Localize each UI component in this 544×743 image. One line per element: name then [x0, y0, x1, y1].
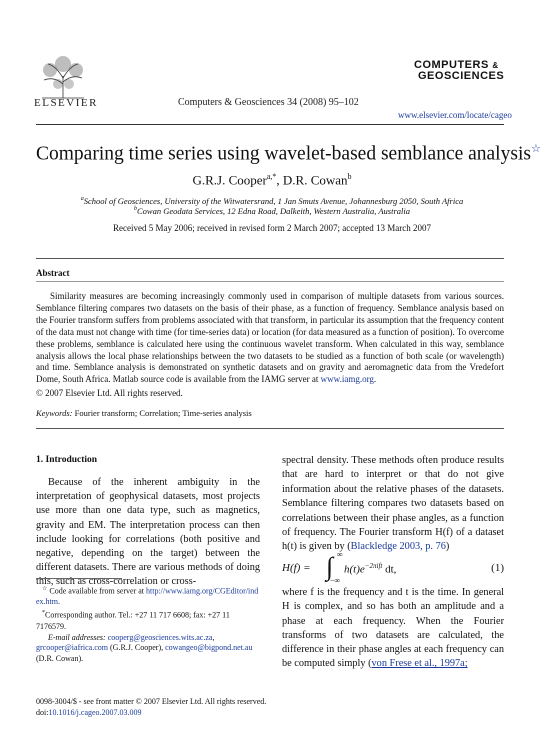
- doi-prefix: doi:: [36, 708, 49, 717]
- article-title-text: Comparing time series using wavelet-based semblance analysis: [36, 143, 531, 165]
- journal-logo-amp: &: [492, 61, 499, 70]
- email-2-link[interactable]: grcooper@iafrica.com: [36, 643, 108, 653]
- footnote-code-link[interactable]: http://www.iamg.org/CGEditor/index.htm: [36, 586, 259, 607]
- journal-logo-line2: GEOSCIENCES: [418, 70, 505, 82]
- abstract-copyright: © 2007 Elsevier Ltd. All rights reserved.: [36, 388, 183, 398]
- article-title: [36, 142, 541, 166]
- footnote-emails: [36, 633, 260, 665]
- intro-right-text-1-end: ): [445, 541, 450, 553]
- keywords-text: Fourier transform; Correlation; Time-series analysis: [72, 408, 252, 418]
- equation-1: [282, 550, 504, 585]
- footnote-code: [36, 584, 260, 608]
- journal-citation: Computers & Geosciences 34 (2008) 95–102: [178, 97, 359, 108]
- integral-sign: ∫: [326, 552, 334, 581]
- publisher-name: ELSEVIER: [34, 97, 98, 109]
- footnote-corresponding-mark: *: [42, 610, 45, 617]
- author-separator: ,: [276, 172, 283, 188]
- affiliation-a-text: School of Geosciences, University of the Witwatersrand, 1 Jan Smuts Avenue, Johannesburg 2050, South Africa: [83, 196, 464, 206]
- abstract-body: [36, 291, 504, 386]
- footer-issn: 0098-3004/$ - see front matter © 2007 Elsevier Ltd. All rights reserved.: [36, 697, 267, 706]
- abstract-heading: Abstract: [36, 268, 70, 278]
- doi-link[interactable]: 10.1016/j.cageo.2007.03.009: [48, 708, 142, 717]
- equation-integrand: [344, 562, 396, 576]
- intro-right-paragraph-1: [282, 454, 504, 555]
- integral-upper-limit: ∞: [337, 550, 343, 559]
- equation-dt: dt,: [382, 563, 397, 576]
- intro-right-paragraph-2: [282, 586, 504, 672]
- abstract-server-link[interactable]: www.iamg.org: [320, 374, 374, 385]
- affiliation-a: [0, 196, 544, 206]
- email-2-note: (G.R.J. Cooper),: [108, 643, 164, 653]
- footnote-code-mark: ☆: [42, 586, 48, 592]
- intro-right-text-1: spectral density. These methods often produce results that are hard to interpret or that do not give information about the relative phases of the datasets. Semblance filtering compares two datasets based on correlations between their phase angles, as a function of frequency. The Fourier transform H(f) of a dataset h(t) is given by (: [282, 455, 504, 553]
- abstract-text: Similarity measures are becoming increasingly commonly used in comparison of multiple datasets from various sources. Semblance filtering compares two datasets on the basis of their phase, as a function of frequency. Semblance analysis based on the Fourier transform suffers from problems associated with that transform, in particular its assumption that the frequency content of the data must not change with time (for time-series data) or location (for data measured as a function of position). To overcome these problems, semblance is calculated here using the continuous wavelet transform. When calculated in this way, semblance analysis allows the local phase relationships between the two datasets to be studied as a function of both scale (or wavelength) and time. Semblance analysis is demonstrated on synthetic datasets and on gravity and aeromagnetic data from the Vredefort Dome, South Africa. Matlab source code is available from the IAMG server at: [36, 291, 504, 385]
- intro-right-text-2: where f is the frequency and t is the time. In general H is complex, and so has both an amplitude and a phase at each frequency. When the Fourier transforms of two datasets are calculated, the difference in their phase angles at each frequency can be computed simply (: [282, 587, 504, 670]
- equation-integrand-base: h(t)e: [344, 563, 365, 576]
- equation-exponent: −2πift: [364, 562, 383, 570]
- author-1-mark[interactable]: a,*: [266, 172, 277, 181]
- affiliation-a-mark: a: [80, 196, 84, 203]
- footnote-code-end: .: [58, 597, 60, 607]
- citation-von-frese[interactable]: von Frese et al., 1997a;: [371, 658, 468, 670]
- header-rule: [36, 124, 504, 125]
- abstract-bottom-rule: [36, 428, 504, 429]
- journal-logo-line1: COMPUTERS: [414, 59, 489, 71]
- footnotes: [36, 584, 260, 665]
- footnote-rule: [36, 578, 122, 579]
- title-footnote-mark[interactable]: ☆: [530, 143, 541, 155]
- abstract-text-end: .: [373, 374, 377, 385]
- footer-doi: [36, 708, 142, 717]
- footnote-code-text: Code available from server at: [47, 586, 147, 596]
- author-2-mark[interactable]: b: [347, 172, 352, 181]
- equation-number: (1): [491, 562, 504, 574]
- email-3-link[interactable]: cowangeo@bigpond.net.au: [165, 643, 253, 653]
- footnote-corresponding: [36, 608, 260, 632]
- intro-left-paragraph: Because of the inherent ambiguity in the interpretation of geophysical datasets, most projects use more than one data type, such as magnetics, gravity and EM. The interpretation process can then include looking for correlations (both positive and negative, depending on the target) between the different datasets. There are various methods of doing this, such as cross-correlation or cross-: [36, 477, 260, 588]
- author-2: D.R. Cowan: [282, 172, 348, 188]
- keywords: [36, 408, 252, 418]
- affiliation-b-text: Cowan Geodata Services, 12 Edna Road, Dalkeith, Western Australia, Australia: [136, 206, 410, 216]
- abstract-heading-rule: [36, 281, 504, 282]
- author-list: [0, 172, 544, 188]
- keywords-label: Keywords:: [36, 408, 73, 418]
- elsevier-logo: [36, 54, 90, 100]
- footnote-corresponding-text: Corresponding author. Tel.: +27 11 717 6608; fax: +27 11 7176579.: [36, 610, 230, 631]
- affiliation-b: [0, 206, 544, 216]
- email-1-link[interactable]: cooperg@geosciences.wits.ac.za: [107, 632, 213, 642]
- email-1-note: ,: [212, 632, 215, 642]
- citation-blackledge[interactable]: Blackledge 2003, p. 76: [350, 541, 446, 553]
- journal-logo: [414, 60, 506, 82]
- integral-lower-limit: −∞: [330, 576, 341, 585]
- email-label: E-mail addresses:: [48, 632, 106, 642]
- journal-url[interactable]: www.elsevier.com/locate/cageo: [398, 110, 512, 120]
- affiliation-b-mark: b: [133, 206, 137, 213]
- abstract-top-rule: [36, 258, 504, 259]
- equation-lhs: H(f) =: [282, 562, 311, 574]
- email-3-note: (D.R. Cowan).: [36, 654, 84, 664]
- article-dates: Received 5 May 2006; received in revised form 2 March 2007; accepted 13 March 2007: [113, 223, 431, 233]
- section-heading-introduction: 1. Introduction: [36, 455, 98, 465]
- author-1: G.R.J. Cooper: [192, 172, 267, 188]
